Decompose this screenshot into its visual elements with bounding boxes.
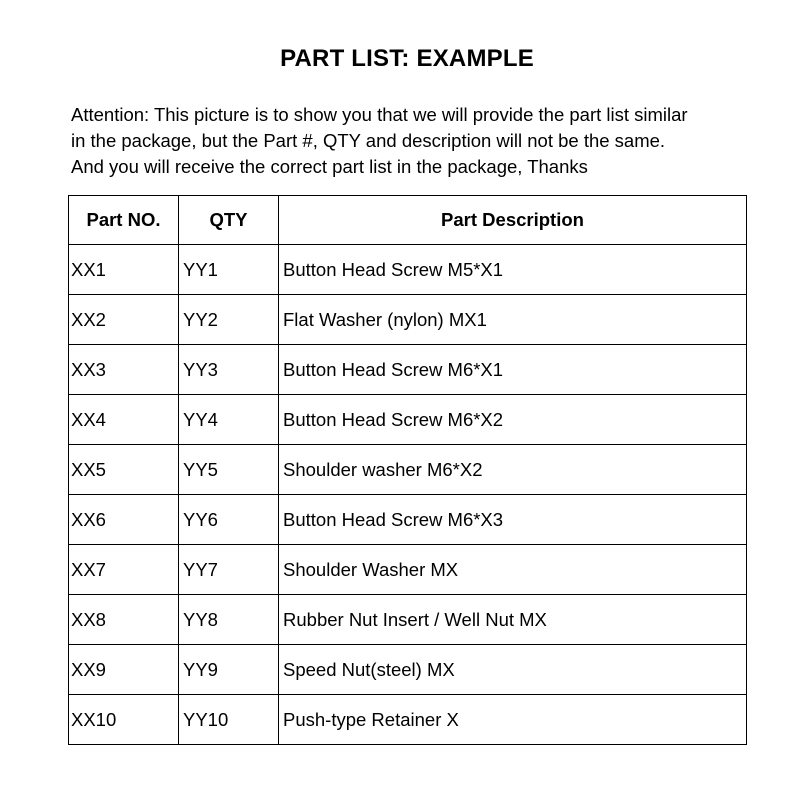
part-no-cell: XX1: [69, 245, 179, 295]
table-row: [69, 595, 747, 645]
table-header-row: [69, 196, 747, 245]
description-cell: Rubber Nut Insert / Well Nut MX: [279, 595, 747, 645]
qty-cell: YY1: [179, 245, 279, 295]
table-row: [69, 695, 747, 745]
qty-cell: YY3: [179, 345, 279, 395]
description-cell: Push-type Retainer X: [279, 695, 747, 745]
qty-cell: YY8: [179, 595, 279, 645]
qty-cell: YY10: [179, 695, 279, 745]
part-no-cell: XX7: [69, 545, 179, 595]
part-no-cell: XX5: [69, 445, 179, 495]
description-cell: Button Head Screw M6*X2: [279, 395, 747, 445]
part-list-table: [68, 195, 747, 745]
description-cell: Button Head Screw M6*X1: [279, 345, 747, 395]
description-cell: Button Head Screw M6*X3: [279, 495, 747, 545]
part-no-cell: XX6: [69, 495, 179, 545]
qty-cell: YY7: [179, 545, 279, 595]
header-part-description: Part Description: [279, 196, 747, 245]
qty-cell: YY6: [179, 495, 279, 545]
table-row: [69, 345, 747, 395]
attention-line: in the package, but the Part #, QTY and description will not be the same.: [71, 130, 666, 151]
qty-cell: YY2: [179, 295, 279, 345]
description-cell: Shoulder washer M6*X2: [279, 445, 747, 495]
attention-note: [71, 102, 771, 180]
table-row: [69, 545, 747, 595]
description-cell: Button Head Screw M5*X1: [279, 245, 747, 295]
part-no-cell: XX3: [69, 345, 179, 395]
qty-cell: YY4: [179, 395, 279, 445]
description-cell: Speed Nut(steel) MX: [279, 645, 747, 695]
part-no-cell: XX9: [69, 645, 179, 695]
description-cell: Shoulder Washer MX: [279, 545, 747, 595]
part-no-cell: XX4: [69, 395, 179, 445]
table-row: [69, 445, 747, 495]
part-no-cell: XX8: [69, 595, 179, 645]
table-row: [69, 295, 747, 345]
page-title: PART LIST: EXAMPLE: [280, 45, 534, 72]
attention-line: Attention: This picture is to show you that we will provide the part list similar: [71, 104, 688, 125]
table-row: [69, 495, 747, 545]
table-row: [69, 645, 747, 695]
table-row: [69, 395, 747, 445]
header-part-no: Part NO.: [69, 196, 179, 245]
part-no-cell: XX2: [69, 295, 179, 345]
qty-cell: YY5: [179, 445, 279, 495]
qty-cell: YY9: [179, 645, 279, 695]
description-cell: Flat Washer (nylon) MX1: [279, 295, 747, 345]
part-no-cell: XX10: [69, 695, 179, 745]
table-row: [69, 245, 747, 295]
header-qty: QTY: [179, 196, 279, 245]
attention-line: And you will receive the correct part list in the package, Thanks: [71, 156, 588, 177]
